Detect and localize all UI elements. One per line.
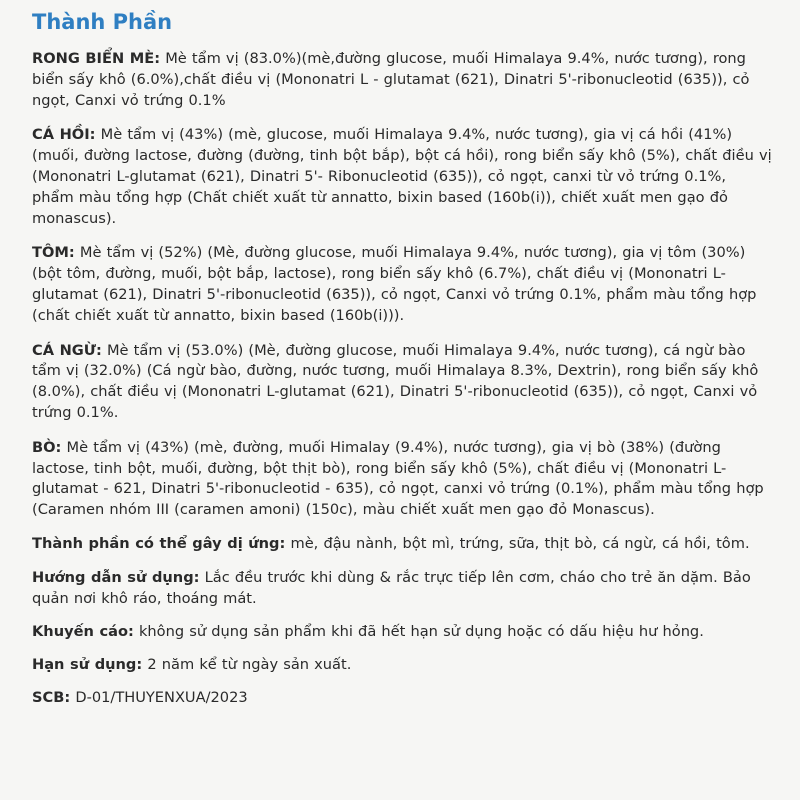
section-allergens (32, 534, 772, 555)
section-ca-ngu (32, 341, 772, 424)
section-text: Lắc đều trước khi dùng & rắc trực tiếp lên cơm, cháo cho trẻ ăn dặm. Bảo quản nơi khô ráo, thoáng mát. (32, 568, 751, 607)
section-label: CÁ HỒI: (32, 126, 96, 144)
ingredients-panel (32, 8, 772, 709)
section-ca-hoi (32, 125, 772, 229)
page-title: Thành Phần (32, 10, 173, 34)
section-text: Mè tẩm vị (83.0%)(mè,đường glucose, muối Himalaya 9.4%, nước tương), rong biển sấy khô (6.0%),chất điều vị (Mononatri L - glutamat (621), Dinatri 5'-ribonucleotid (635)), cỏ ngọt, Canxi vỏ trứng 0.1% (32, 50, 750, 109)
section-label: Hướng dẫn sử dụng: (32, 568, 200, 586)
section-scb (32, 688, 772, 709)
section-text: Mè tẩm vị (53.0%) (Mè, đường glucose, muối Himalaya 9.4%, nước tương), cá ngừ bào tẩm vị (32.0%) (Cá ngừ bào, đường, nước tương, muối Himalaya 8.3%, Dextrin), rong biển sấy khô (8.0%), chất điều vị (Mononatri L-glutamat (621), Dinatri 5'-ribonucleotid (635)), cỏ ngọt, Canxi vỏ trứng 0.1%. (32, 341, 759, 421)
section-expiry (32, 655, 772, 676)
section-text: mè, đậu nành, bột mì, trứng, sữa, thịt bò, cá ngừ, cá hồi, tôm. (285, 534, 750, 552)
section-text: 2 năm kể từ ngày sản xuất. (142, 656, 352, 674)
section-text: Mè tẩm vị (52%) (Mè, đường glucose, muối Himalaya 9.4%, nước tương), gia vị tôm (30%) (bột tôm, đường, muối, bột bắp, lactose), rong biển sấy khô (6.7%), chất điều vị (Mononatri L-glutamat (621), Dinatri 5'-ribonucleotid (635)), cỏ ngọt, Canxi vỏ trứng 0.1%, phẩm màu tổng hợp (chất chiết xuất từ annatto, bixin based (160b(i))). (32, 244, 757, 324)
section-usage (32, 568, 772, 610)
section-label: Hạn sử dụng: (32, 656, 143, 674)
section-rong-bien-me (32, 49, 772, 111)
section-label: TÔM: (32, 244, 75, 262)
section-text: D-01/THUYENXUA/2023 (70, 688, 248, 706)
section-tom (32, 243, 772, 326)
section-label: CÁ NGỪ: (32, 341, 102, 359)
section-bo (32, 438, 772, 521)
section-label: RONG BIỂN MÈ: (32, 50, 161, 67)
section-label: Thành phần có thể gây dị ứng: (32, 534, 286, 552)
section-label: SCB: (32, 688, 71, 706)
section-text: Mè tẩm vị (43%) (mè, glucose, muối Himalaya 9.4%, nước tương), gia vị cá hồi (41%) (muối, đường lactose, đường (đường, tinh bột bắp), bột cá hồi), rong biển sấy khô (5%), chất điều vị (Mononatri L-glutamat (621), Dinatri 5'- Ribonucleotid (635)), cỏ ngọt, canxi từ vỏ trứng 0.1%, phẩm màu tổng hợp (Chất chiết xuất từ annatto, bixin based (160b(i)), chiết xuất men gạo đỏ monascus). (32, 126, 772, 227)
section-text: Mè tẩm vị (43%) (mè, đường, muối Himalay (9.4%), nước tương), gia vị bò (38%) (đường lactose, tinh bột, muối, đường, bột thịt bò), rong biển sấy khô (5%), chất điều vị (Mononatri L-glutamat - 621, Dinatri 5'-ribonucleotid - 635), cỏ ngọt, canxi vỏ trứng (0.1%), phẩm màu tổng hợp (Caramen nhóm III (caramen amoni) (150c), màu chiết xuất men gạo đỏ Monascus). (32, 438, 764, 519)
section-text: không sử dụng sản phẩm khi đã hết hạn sử dụng hoặc có dấu hiệu hư hỏng. (133, 623, 704, 641)
section-warning (32, 622, 772, 643)
section-label: Khuyến cáo: (32, 623, 134, 641)
section-label: BÒ: (32, 438, 62, 456)
